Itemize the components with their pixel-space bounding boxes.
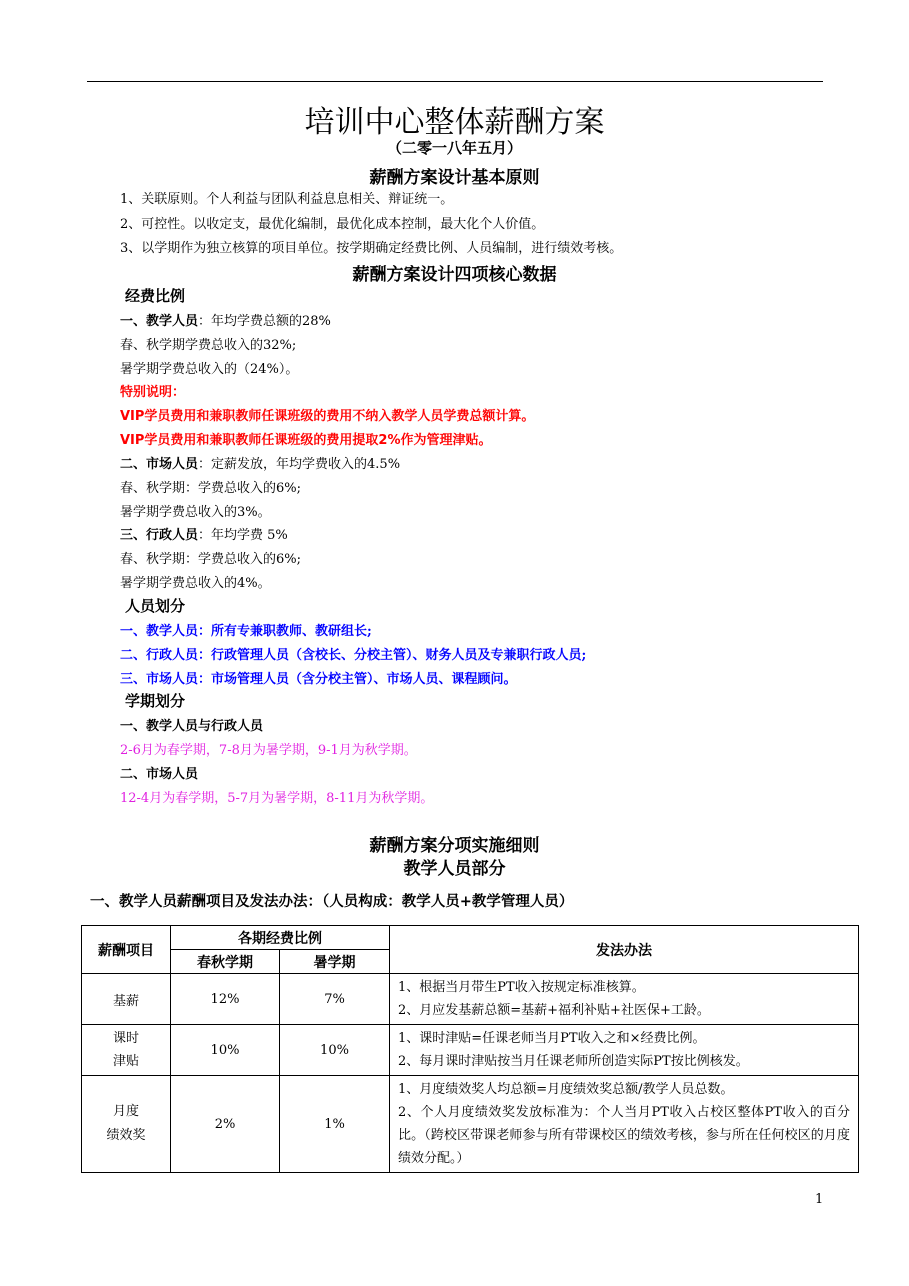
market-funding-line-3: 暑学期学费总收入的3%。 [120, 505, 271, 520]
admin-label: 三、行政人员 [120, 528, 199, 543]
method-line: 2、每月课时津贴按当月任课老师所创造实际PT按比例核发。 [398, 1054, 749, 1069]
special-note-2: VIP学员费用和兼职教师任课班级的费用提取2%作为管理津贴。 [120, 433, 492, 448]
special-note-1: VIP学员费用和兼职教师任课班级的费用不纳入教学人员学费总额计算。 [120, 409, 535, 424]
principle-item: 1、关联原则。个人利益与团队利益息息相关、辩证统一。 [120, 192, 454, 207]
method-line: 1、课时津贴=任课老师当月PT收入之和×经费比例。 [398, 1031, 706, 1046]
teach-funding-line [120, 310, 331, 329]
method-line: 1、根据当月带生PT收入按规定标准核算。 [398, 980, 645, 995]
method-cell [390, 974, 859, 1025]
method-line: 2、月应发基薪总额=基薪+福利补贴+社医保+工龄。 [398, 1003, 710, 1018]
principle-item: 2、可控性。以收定支，最优化编制，最优化成本控制，最大化个人价值。 [120, 217, 545, 232]
term-group-2-label: 二、市场人员 [120, 767, 199, 782]
method-line: 1、月度绩效奖人均总额=月度绩效奖总额/教学人员总数。 [398, 1082, 734, 1097]
method-cell [390, 1076, 859, 1173]
spring-value: 12% [171, 974, 280, 1025]
header-method: 发法办法 [390, 926, 859, 974]
admin-funding-line-2: 春、秋学期：学费总收入的6%; [120, 552, 302, 567]
teach-text: ：年均学费总额的28% [198, 314, 331, 329]
item-name: 月度 [112, 1104, 139, 1119]
market-text: ：定薪发放，年均学费收入的4.5% [198, 457, 401, 472]
method-line: 2、个人月度绩效奖发放标准为：个人当月PT收入占校区整体PT收入的百分比。（跨校区带课老师参与所有带课校区的绩效考核，参与所在任何校区的月度绩效分配。） [398, 1105, 850, 1166]
staff-item: 三、市场人员：市场管理人员（含分校主管）、市场人员、课程顾问。 [120, 672, 517, 687]
market-funding-line [120, 453, 400, 472]
header-spring-autumn: 春秋学期 [171, 950, 280, 974]
item-cell [82, 1076, 171, 1173]
principles-heading: 薪酬方案设计基本原则 [369, 168, 540, 188]
item-cell [82, 1025, 171, 1076]
table-row [82, 1025, 859, 1076]
summer-value: 1% [280, 1076, 390, 1173]
staff-item: 二、行政人员：行政管理人员（含校长、分校主管）、财务人员及专兼职行政人员; [120, 648, 587, 663]
top-rule [87, 81, 823, 82]
term-group-1-label: 一、教学人员与行政人员 [120, 719, 264, 734]
table-row [82, 1076, 859, 1173]
header-summer: 暑学期 [280, 950, 390, 974]
principle-item: 3、以学期作为独立核算的项目单位。按学期确定经费比例、人员编制，进行绩效考核。 [120, 241, 623, 256]
detail-subheading: 教学人员部分 [403, 859, 506, 879]
market-funding-line-2: 春、秋学期：学费总收入的6%; [120, 481, 302, 496]
teach-label: 一、教学人员 [120, 314, 199, 329]
salary-table [81, 925, 859, 1173]
detail-heading: 薪酬方案分项实施细则 [369, 836, 540, 856]
special-note-label: 特别说明： [120, 385, 186, 400]
spring-value: 2% [171, 1076, 280, 1173]
market-label: 二、市场人员 [120, 457, 199, 472]
funding-heading: 经费比例 [125, 287, 186, 305]
term-heading: 学期划分 [125, 692, 186, 710]
summer-value: 10% [280, 1025, 390, 1076]
core-heading: 薪酬方案设计四项核心数据 [352, 265, 557, 285]
page-title: 培训中心整体薪酬方案 [304, 105, 605, 140]
item-name: 津贴 [112, 1054, 139, 1069]
teach-funding-line-3: 暑学期学费总收入的（24%）。 [120, 362, 299, 377]
admin-text: ：年均学费 5% [198, 528, 288, 543]
section-1-heading: 一、教学人员薪酬项目及发法办法：（人员构成：教学人员+教学管理人员） [90, 893, 574, 910]
document-date: （二零一八年五月） [386, 139, 522, 157]
term-group-2-text: 12-4月为春学期，5-7月为暑学期，8-11月为秋学期。 [120, 791, 434, 806]
summer-value: 7% [280, 974, 390, 1025]
admin-funding-line-3: 暑学期学费总收入的4%。 [120, 576, 271, 591]
teach-funding-line-2: 春、秋学期学费总收入的32%; [120, 338, 297, 353]
spring-value: 10% [171, 1025, 280, 1076]
item-name: 课时 [112, 1031, 139, 1046]
method-cell [390, 1025, 859, 1076]
header-ratio: 各期经费比例 [171, 926, 390, 950]
staff-item: 一、教学人员：所有专兼职教师、教研组长; [120, 624, 372, 639]
admin-funding-line [120, 524, 288, 543]
page-number: 1 [815, 1192, 824, 1207]
header-item: 薪酬项目 [82, 926, 171, 974]
table-row [82, 974, 859, 1025]
item-name: 绩效奖 [106, 1128, 146, 1143]
staff-heading: 人员划分 [125, 597, 186, 615]
item-cell [82, 974, 171, 1025]
term-group-1-text: 2-6月为春学期，7-8月为暑学期，9-1月为秋学期。 [120, 743, 417, 758]
item-name: 基薪 [112, 993, 139, 1009]
